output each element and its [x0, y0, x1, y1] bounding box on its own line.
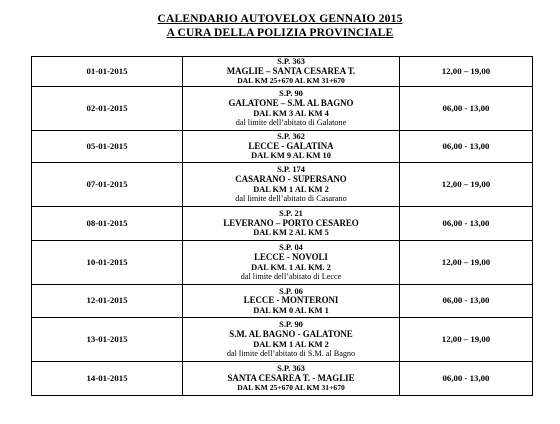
route-name: MAGLIE – SANTA CESAREA T.	[226, 65, 356, 76]
schedule-row	[32, 318, 533, 362]
road-number: S.P. 362	[277, 132, 305, 142]
km-range: DAL KM 25+670 AL KM 31+670	[237, 76, 345, 86]
schedule-row	[32, 285, 533, 318]
route-name: LECCE - MONTERONI	[243, 295, 339, 306]
row-time: 12,00 – 19,00	[400, 318, 533, 362]
row-route-cell	[183, 241, 400, 285]
road-number: S.P. 90	[279, 320, 303, 330]
route-name: LECCE - GALATINA	[248, 140, 334, 151]
schedule-row	[32, 241, 533, 285]
row-date: 01-01-2015	[32, 57, 183, 87]
row-route-cell	[183, 131, 400, 163]
route-name: LEVERANO – PORTO CESAREO	[223, 217, 359, 228]
row-route-cell	[183, 207, 400, 241]
schedule-table	[31, 56, 533, 396]
row-route-cell	[183, 318, 400, 362]
road-number: S.P. 174	[277, 165, 305, 175]
route-note: dal limite dell’abitato di S.M. al Bagno	[226, 349, 356, 359]
route-note: dal limite dell’abitato di Lecce	[240, 272, 342, 282]
km-range: DAL KM 1 AL KM 2	[253, 339, 329, 349]
row-time: 06,00 - 13,00	[400, 207, 533, 241]
row-time: 06,00 - 13,00	[400, 131, 533, 163]
km-range: DAL KM. 1 AL KM. 2	[251, 262, 331, 272]
row-time: 12,00 – 19,00	[400, 241, 533, 285]
row-time: 12,00 – 19,00	[400, 57, 533, 87]
route-name: GALATONE – S.M. AL BAGNO	[228, 97, 354, 108]
row-route-cell	[183, 163, 400, 207]
road-number: S.P. 06	[279, 286, 303, 296]
row-time: 06,00 - 13,00	[400, 285, 533, 318]
route-name: SANTA CESAREA T. - MAGLIE	[227, 372, 355, 383]
row-date: 12-01-2015	[32, 285, 183, 318]
row-route-cell	[183, 87, 400, 131]
row-time: 06,00 - 13,00	[400, 87, 533, 131]
row-date: 13-01-2015	[32, 318, 183, 362]
row-date: 08-01-2015	[32, 207, 183, 241]
road-number: S.P. 04	[279, 243, 303, 253]
route-note: dal limite dell’abitato di Galatone	[235, 118, 347, 128]
row-route-cell	[183, 285, 400, 318]
route-name: S.M. AL BAGNO - GALATONE	[229, 328, 353, 339]
route-note: dal limite dell’abitato di Casarano	[235, 194, 347, 204]
schedule-row	[32, 207, 533, 241]
schedule-row	[32, 131, 533, 163]
km-range: DAL KM 3 AL KM 4	[253, 108, 329, 118]
row-date: 05-01-2015	[32, 131, 183, 163]
row-time: 12,00 – 19,00	[400, 163, 533, 207]
route-name: LECCE - NOVOLI	[254, 251, 328, 262]
km-range: DAL KM 25+670 AL KM 31+670	[237, 383, 345, 393]
road-number: S.P. 90	[279, 89, 303, 99]
row-route-cell	[183, 362, 400, 396]
document-title: CALENDARIO AUTOVELOX GENNAIO 2015	[157, 13, 403, 25]
km-range: DAL KM 9 AL KM 10	[251, 151, 331, 161]
km-range: DAL KM 0 AL KM 1	[253, 305, 329, 315]
road-number: S.P. 363	[277, 57, 305, 67]
row-date: 14-01-2015	[32, 362, 183, 396]
schedule-row	[32, 362, 533, 396]
road-number: S.P. 363	[277, 364, 305, 374]
row-date: 10-01-2015	[32, 241, 183, 285]
km-range: DAL KM 1 AL KM 2	[253, 184, 329, 194]
km-range: DAL KM 2 AL KM 5	[253, 228, 329, 238]
route-name: CASARANO - SUPERSANO	[235, 173, 347, 184]
row-date: 07-01-2015	[32, 163, 183, 207]
schedule-row	[32, 87, 533, 131]
document-subtitle: A CURA DELLA POLIZIA PROVINCIALE	[166, 27, 394, 39]
schedule-table-body	[32, 57, 533, 396]
row-route-cell	[183, 57, 400, 87]
road-number: S.P. 21	[279, 209, 303, 219]
schedule-row	[32, 57, 533, 87]
row-time: 06,00 - 13,00	[400, 362, 533, 396]
schedule-row	[32, 163, 533, 207]
row-date: 02-01-2015	[32, 87, 183, 131]
